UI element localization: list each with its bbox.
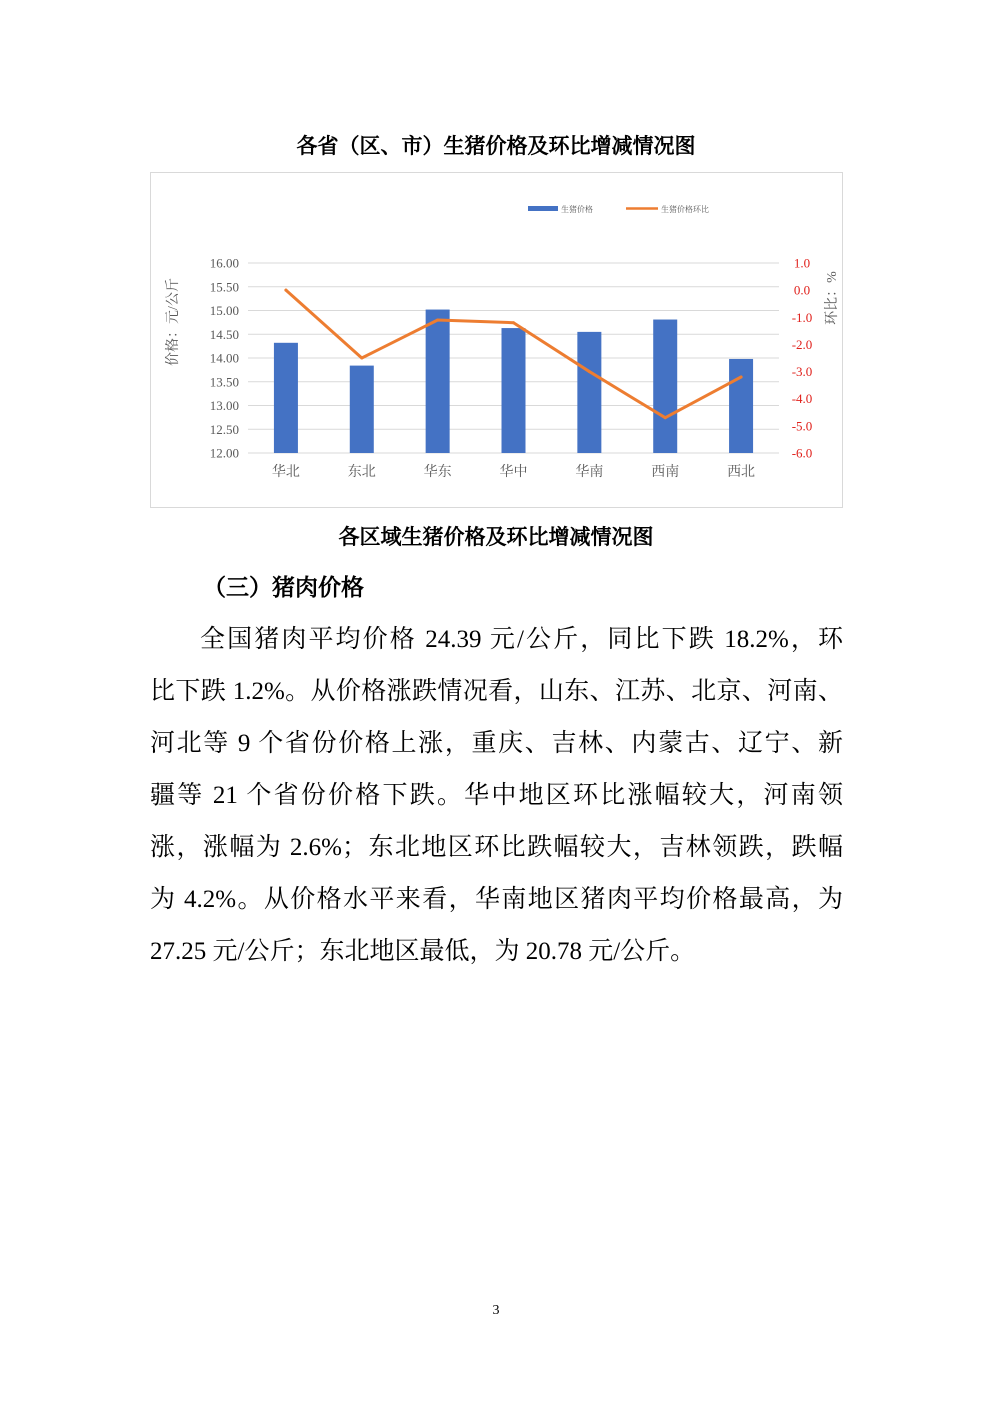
line-point-东北 <box>360 357 363 360</box>
y-tick-label-left: 12.00 <box>209 445 239 461</box>
bar-华中 <box>502 328 526 453</box>
y-tick-label-left: 16.00 <box>209 255 239 271</box>
y-tick-label-right: -4.0 <box>791 391 813 407</box>
y-axis-title-right: 环比：% <box>825 271 840 325</box>
y-tick-label-left: 13.00 <box>209 398 239 413</box>
line-point-华东 <box>436 319 439 322</box>
line-point-华北 <box>284 289 287 292</box>
section-heading: （三）猪肉价格 <box>203 575 364 600</box>
y-tick-label-left: 12.50 <box>209 421 239 437</box>
x-category-label: 东北 <box>347 465 376 480</box>
page-number: 3 <box>492 1303 500 1318</box>
line-point-西南 <box>664 416 667 419</box>
x-category-label: 华北 <box>271 465 300 480</box>
y-tick-label-right: -2.0 <box>791 336 813 352</box>
figure-caption: 各区域生猪价格及环比增减情况图 <box>338 525 654 549</box>
figure-title: 各省（区、市）生猪价格及环比增减情况图 <box>296 134 696 158</box>
x-category-label: 西南 <box>651 465 680 480</box>
bar-华东 <box>426 310 450 453</box>
legend-label-price: 生猪价格 <box>561 205 593 214</box>
y-tick-label-right: 1.0 <box>793 255 811 271</box>
line-point-华中 <box>512 321 515 324</box>
paragraph-line: 比下跌 1.2%。从价格涨跌情况看，山东、江苏、北京、河南、 <box>150 678 843 705</box>
paragraph-line: 全国猪肉平均价格 24.39 元/公斤，同比下跌 18.2%，环 <box>200 626 843 653</box>
paragraph-line: 河北等 9 个省份价格上涨，重庆、吉林、内蒙古、辽宁、新 <box>150 730 843 757</box>
y-tick-label-right: -5.0 <box>791 418 813 434</box>
y-tick-label-right: -6.0 <box>791 445 813 461</box>
y-tick-label-left: 14.50 <box>209 326 239 342</box>
paragraph-line: 涨，涨幅为 2.6%；东北地区环比跌幅较大，吉林领跌，跌幅 <box>150 834 843 861</box>
bar-西北 <box>729 359 753 453</box>
x-category-label: 西北 <box>727 465 756 480</box>
combo-chart <box>151 173 842 507</box>
bar-西南 <box>653 320 677 453</box>
y-tick-label-left: 14.00 <box>209 350 239 366</box>
y-tick-label-right: -1.0 <box>791 309 813 325</box>
y-axis-title-left: 价格：元/公斤 <box>166 278 181 366</box>
line-point-华南 <box>588 370 591 373</box>
y-tick-label-left: 13.50 <box>209 374 239 390</box>
x-category-label: 华南 <box>575 465 604 480</box>
y-tick-label-right: -3.0 <box>791 364 813 380</box>
bar-东北 <box>350 366 374 453</box>
chart-container <box>150 172 843 508</box>
paragraph-line: 疆等 21 个省份价格下跌。华中地区环比涨幅较大，河南领 <box>150 782 843 809</box>
bar-华北 <box>274 343 298 453</box>
paragraph-line: 为 4.2%。从价格水平来看，华南地区猪肉平均价格最高，为 <box>150 886 843 913</box>
bar-华南 <box>577 332 601 453</box>
paragraph-line: 27.25 元/公斤；东北地区最低，为 20.78 元/公斤。 <box>150 938 696 965</box>
y-tick-label-left: 15.00 <box>209 303 239 318</box>
legend-swatch-bar <box>528 206 558 211</box>
x-category-label: 华中 <box>499 465 528 480</box>
y-tick-label-left: 15.50 <box>209 279 239 295</box>
x-category-label: 华东 <box>423 465 452 480</box>
y-tick-label-right: 0.0 <box>793 282 811 298</box>
line-point-西北 <box>740 376 743 379</box>
legend-label-change: 生猪价格环比 <box>661 205 709 214</box>
chart-legend <box>528 204 709 214</box>
